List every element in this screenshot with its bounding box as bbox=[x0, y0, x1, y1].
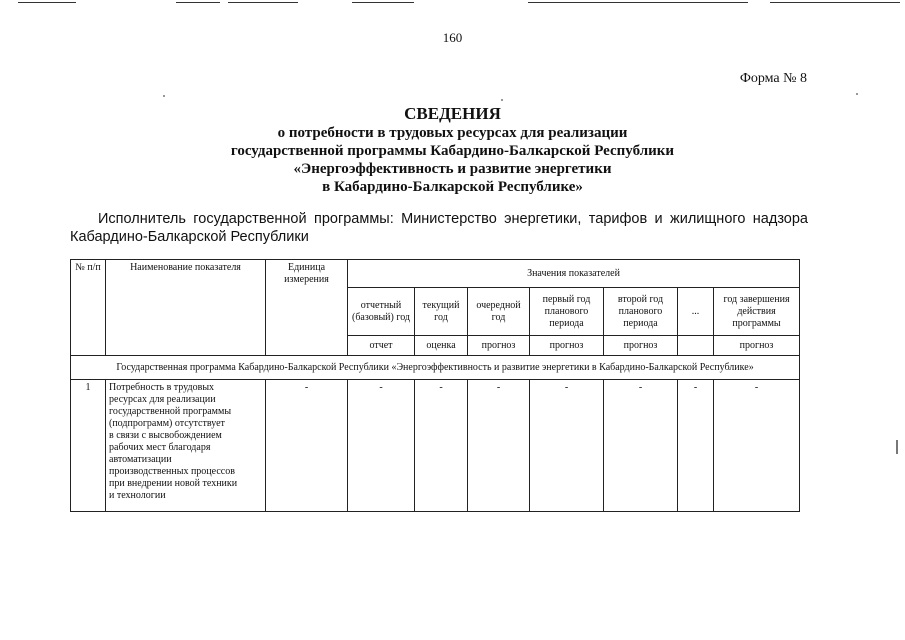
header-subcol bbox=[678, 336, 714, 356]
program-name: Государственная программа Кабардино-Балкарской Республики «Энергоэффективность и развитие энергетики в Кабардино-Балкарской Республике» bbox=[71, 356, 800, 380]
row-value: - bbox=[530, 380, 604, 512]
scan-artifact-line bbox=[528, 2, 748, 3]
header-col: очередной год bbox=[468, 288, 530, 336]
description-line: Потребность в трудовых bbox=[109, 382, 215, 393]
page-number: 160 bbox=[442, 30, 463, 45]
scan-artifact-line bbox=[770, 2, 900, 3]
header-col: текущий год bbox=[415, 288, 468, 336]
header-unit: Единица измерения bbox=[266, 260, 348, 356]
header-col: ... bbox=[678, 288, 714, 336]
title-line: «Энергоэффективность и развитие энергетики bbox=[293, 161, 612, 177]
description-line: ресурсах для реализации bbox=[109, 394, 216, 405]
executor-paragraph: Исполнитель государственной программы: Министерство энергетики, тарифов и жилищного надзора Кабардино-Балкарской Республики bbox=[70, 211, 808, 245]
header-col: первый год планового периода bbox=[530, 288, 604, 336]
scan-artifact-line bbox=[176, 2, 220, 3]
header-subcol: прогноз bbox=[604, 336, 678, 356]
header-subcol: прогноз bbox=[468, 336, 530, 356]
header-col: отчетный (базовый) год bbox=[348, 288, 415, 336]
header-col: второй год планового периода bbox=[604, 288, 678, 336]
scan-speck bbox=[856, 93, 858, 95]
description-line: автоматизации bbox=[109, 454, 172, 465]
scan-artifact-line bbox=[18, 2, 76, 3]
row-value: - bbox=[415, 380, 468, 512]
scan-speck bbox=[896, 440, 898, 454]
scan-artifact-line bbox=[352, 2, 414, 3]
title-heading: СВЕДЕНИЯ bbox=[404, 104, 501, 123]
scan-artifact-line bbox=[228, 2, 298, 3]
description-line: и технологии bbox=[109, 490, 166, 501]
description-line: государственной программы bbox=[109, 406, 232, 417]
resources-table bbox=[70, 259, 800, 512]
header-name: Наименование показателя bbox=[106, 260, 266, 356]
row-description bbox=[106, 380, 266, 512]
header-subcol: отчет bbox=[348, 336, 415, 356]
row-value: - bbox=[468, 380, 530, 512]
row-value: - bbox=[714, 380, 800, 512]
header-values-group: Значения показателей bbox=[348, 260, 800, 288]
scan-speck bbox=[501, 99, 503, 101]
row-value: - bbox=[604, 380, 678, 512]
description-line: производственных процессов bbox=[109, 466, 235, 477]
description-line: (подпрограмм) отсутствует bbox=[109, 418, 225, 429]
document-title bbox=[0, 104, 905, 196]
title-line: о потребности в трудовых ресурсах для реализации bbox=[277, 125, 628, 141]
scan-speck bbox=[163, 95, 165, 97]
header-num: № п/п bbox=[71, 260, 106, 356]
row-unit: - bbox=[266, 380, 348, 512]
description-line: рабочих мест благодаря bbox=[109, 442, 211, 453]
title-line: государственной программы Кабардино-Балкарской Республики bbox=[230, 143, 675, 159]
header-row bbox=[71, 260, 800, 288]
header-subcol: оценка bbox=[415, 336, 468, 356]
row-num: 1 bbox=[71, 380, 106, 512]
row-value: - bbox=[678, 380, 714, 512]
description-line: при внедрении новой техники bbox=[109, 478, 238, 489]
title-line: в Кабардино-Балкарской Республике» bbox=[322, 179, 583, 195]
form-number-label: Форма № 8 bbox=[739, 71, 807, 86]
header-subcol: прогноз bbox=[530, 336, 604, 356]
program-row bbox=[71, 356, 800, 380]
row-value: - bbox=[348, 380, 415, 512]
header-col: год завершения действия программы bbox=[714, 288, 800, 336]
description-line: в связи с высвобождением bbox=[109, 430, 222, 441]
header-subcol: прогноз bbox=[714, 336, 800, 356]
table-row bbox=[71, 380, 800, 512]
